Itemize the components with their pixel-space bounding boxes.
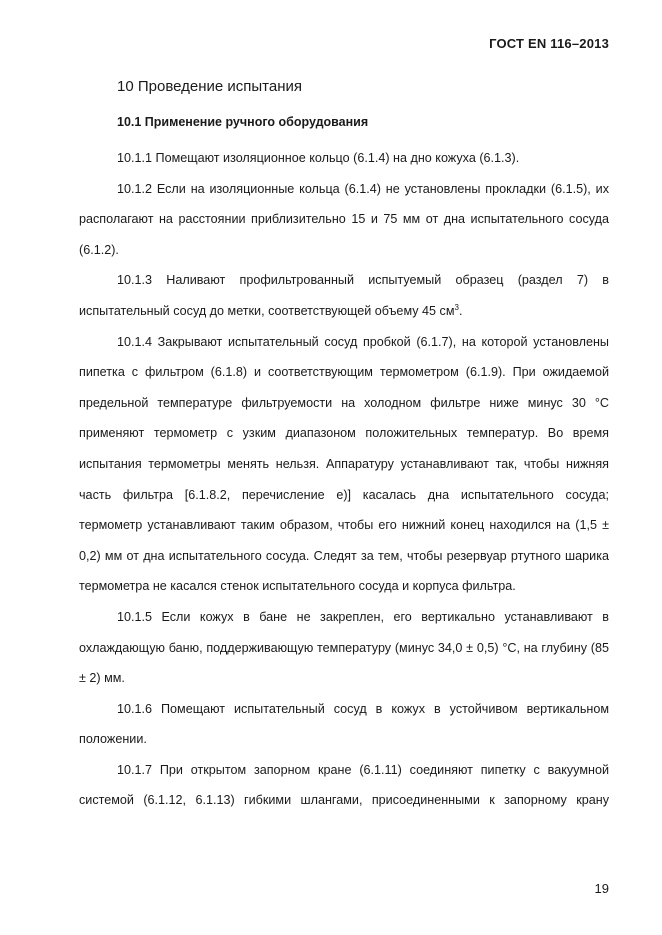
paragraph-10-1-3 <box>79 265 609 326</box>
body-text <box>79 143 609 816</box>
paragraph-10-1-3-text: 10.1.3 Наливают профильтрованный испытуемый образец (раздел 7) в испытательный сосуд до метки, соответствующей объему 45 см <box>79 273 609 318</box>
subsection-title: 10.1 Применение ручного оборудования <box>117 115 369 129</box>
paragraph-10-1-4: 10.1.4 Закрывают испытательный сосуд пробкой (6.1.7), на которой установлены пипетка с фильтром (6.1.8) и соответствующим термометром (6.1.9). При ожидаемой предельной температуре фильтруемости на холодном фильтре ниже минус 30 °С применяют термометр с узким диапазоном положительных температур. Во время испытания термометры менять нельзя. Аппаратуру устанавливают так, чтобы нижняя часть фильтра [6.1.8.2, перечисление е)] касалась дна испытательного сосуда; термометр устанавливают таким образом, чтобы его нижний конец находился на (1,5 ± 0,2) мм от дна испытательного сосуда. Следят за тем, чтобы резервуар ртутного шарика термометра не касался стенок испытательного сосуда и корпуса фильтра. <box>79 334 609 594</box>
document-code-header: ГОСТ EN 116–2013 <box>489 36 609 51</box>
paragraph-10-1-3-end: . <box>458 303 463 318</box>
paragraph-10-1-2: 10.1.2 Если на изоляционные кольца (6.1.4) не установлены прокладки (6.1.5), их располагают на расстоянии приблизительно 15 и 75 мм от дна испытательного сосуда (6.1.2). <box>79 181 609 257</box>
page-number: 19 <box>594 881 609 896</box>
section-title: 10 Проведение испытания <box>117 78 303 95</box>
paragraph-10-1-7: 10.1.7 При открытом запорном кране (6.1.11) соединяют пипетку с вакуумной системой (6.1.12, 6.1.13) гибкими шлангами, присоединенными к запорному крану <box>79 762 609 808</box>
paragraph-10-1-6: 10.1.6 Помещают испытательный сосуд в кожух в устойчивом вертикальном положении. <box>79 701 609 747</box>
paragraph-10-1-1: 10.1.1 Помещают изоляционное кольцо (6.1.4) на дно кожуха (6.1.3). <box>117 151 520 165</box>
paragraph-10-1-5: 10.1.5 Если кожух в бане не закреплен, его вертикально устанавливают в охлаждающую баню, поддерживающую температуру (минус 34,0 ± 0,5) °С, на глубину (85 ± 2) мм. <box>79 609 609 686</box>
superscript-3: 3 <box>454 302 459 312</box>
